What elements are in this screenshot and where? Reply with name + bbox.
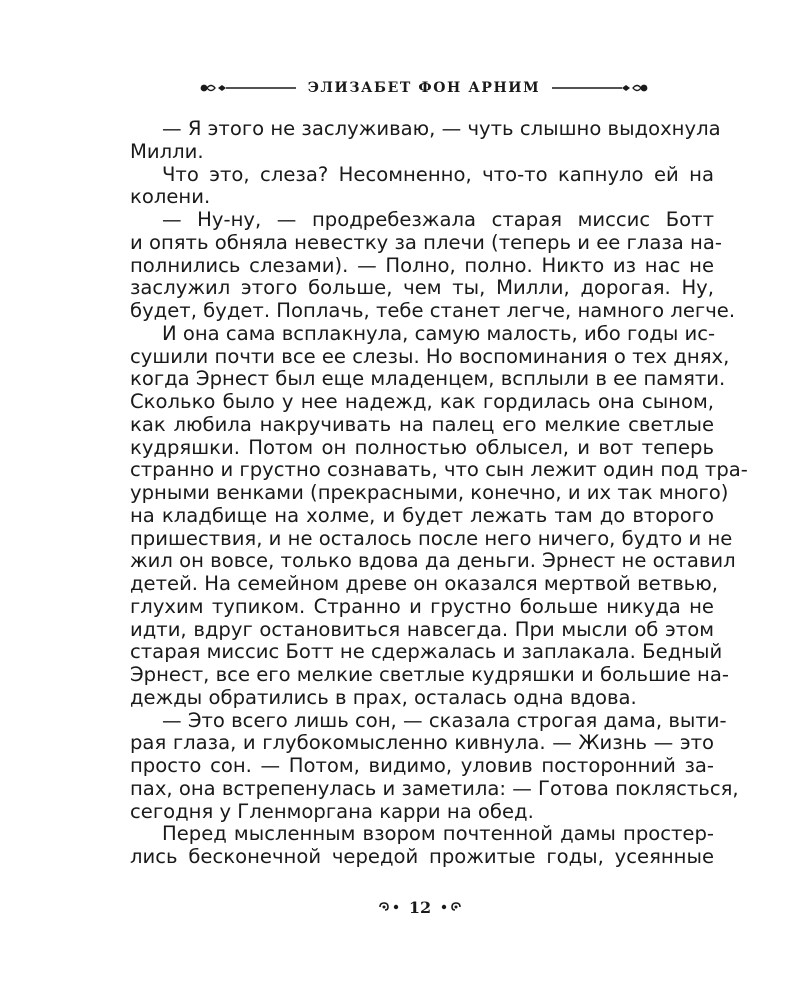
text-line: старая миссис Ботт не сдержалась и заплакала. Бедный (130, 640, 723, 664)
ornament-flourish-icon (198, 80, 298, 96)
text-line: идти, вдруг остановиться навсегда. При мысли об этом (130, 617, 714, 641)
text-line: урными венками (прекрасными, конечно, и их так много) (130, 481, 729, 504)
text-line: и опять обняла невестку за плечи (теперь и ее глаза на- (130, 230, 722, 254)
text-line: жил он вовсе, только вдова да деньги. Эрнест не оставил (130, 549, 736, 573)
ornament-scroll-icon (377, 901, 403, 913)
text-line: Перед мысленным взором почтенной дамы простер- (162, 822, 714, 846)
text-line: кудряшки. Потом он полностью облысел, и вот теперь (130, 435, 714, 459)
text-line: колени. (130, 185, 211, 209)
text-line: дежды обратились в прах, осталась одна вдова. (130, 685, 637, 709)
text-line: просто сон. — Потом, видимо, уловив посторонний за- (130, 754, 714, 777)
text-line: Милли. (130, 139, 204, 163)
text-line: пришествия, и не осталось после него ничего, будто и не (130, 526, 733, 550)
text-line: странно и грустно сознавать, что сын лежит один под тра- (130, 458, 748, 482)
page-number: 12 (408, 897, 432, 917)
text-line: сегодня у Гленморгана карри на обед. (130, 799, 534, 823)
text-line: будет, будет. Поплачь, тебе станет легче, намного легче. (130, 299, 736, 322)
text-line: — Это всего лишь сон, — сказала строгая дама, выти- (162, 708, 727, 732)
text-line: как любила накручивать на палец его мелкие светлые (130, 412, 714, 436)
page-folio (360, 896, 480, 918)
text-line: сушили почти все ее слезы. Но воспоминания о тех днях, (130, 344, 730, 368)
text-line: детей. На семейном древе он оказался мертвой ветвью, (130, 572, 718, 595)
text-line: Что это, слеза? Несомненно, что-то капнуло ей на (162, 162, 714, 186)
text-line: пах, она встрепенулась и заметила: — Готова поклясться, (130, 776, 739, 800)
text-line: лись бесконечной чередой прожитые годы, усеянные (130, 845, 714, 868)
body-text (130, 117, 748, 869)
text-line: полнились слезами). — Полно, полно. Никто из нас не (130, 253, 714, 277)
text-line: рая глаза, и глубокомысленно кивнула. — Жизнь — это (130, 731, 714, 755)
text-line: Эрнест, все его мелкие светлые кудряшки и большие на- (130, 663, 729, 686)
text-line: когда Эрнест был еще младенцем, всплыли в ее памяти. (130, 367, 726, 391)
author-name: ЭЛИЗАБЕТ ФОН АРНИМ (307, 80, 541, 96)
running-header (189, 76, 659, 100)
text-line: И она сама всплакнула, самую малость, ибо годы ис- (162, 321, 716, 345)
text-line: заслужил этого больше, чем ты, Милли, дорогая. Ну, (130, 276, 714, 300)
text-line: на кладбище на холме, и будет лежать там до второго (130, 503, 714, 527)
text-line: — Я этого не заслуживаю, — чуть слышно выдохнула (162, 117, 721, 140)
text-line: глухим тупиком. Странно и грустно больше никуда не (130, 594, 714, 618)
ornament-scroll-icon (437, 901, 463, 913)
text-line: Сколько было у нее надежд, как гордилась она сыном, (130, 390, 714, 413)
ornament-flourish-icon (550, 80, 650, 96)
text-line: — Ну-ну, — продребезжала старая миссис Ботт (162, 208, 714, 231)
